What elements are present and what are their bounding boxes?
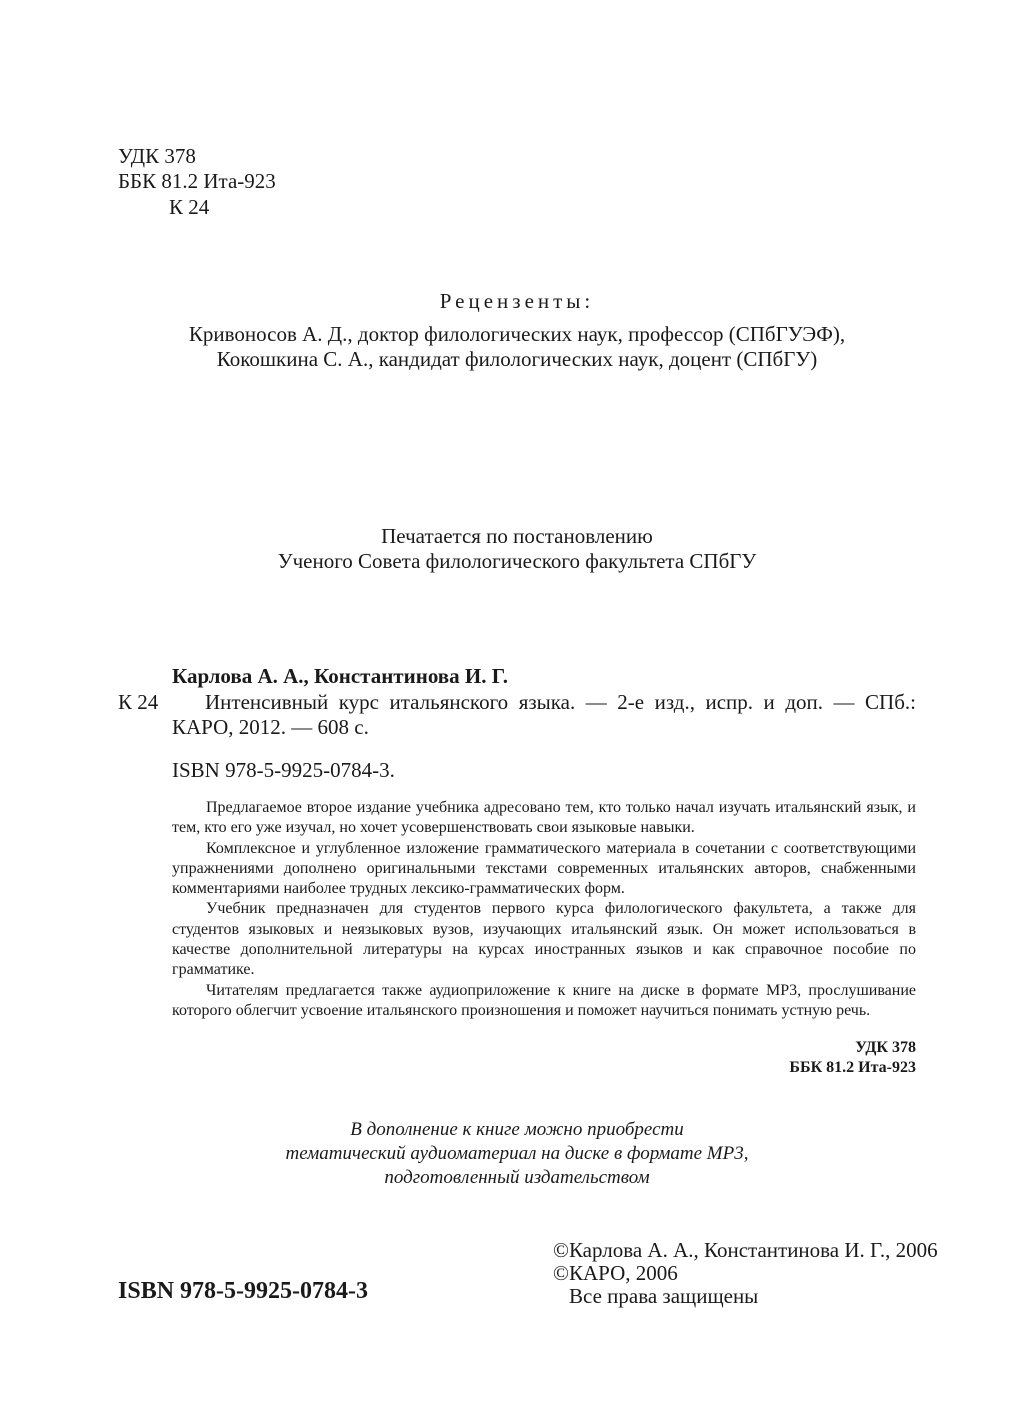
annotation-block	[172, 798, 916, 1021]
reviewer-line: Кокошкина С. А., кандидат филологических наук, доцент (СПбГУ)	[216, 347, 818, 371]
approval-line: Печатается по постановлению	[381, 524, 653, 548]
annotation-paragraph: Комплексное и углубленное изложение грамматического материала в сочетании с соответствующими упражнениями дополнено оригинальными текстами современных итальянских авторов, снабженными комментариями наиболее трудных лексико-грамматических форм.	[172, 839, 916, 898]
annotation-udk: УДК 378	[855, 1039, 916, 1056]
record-title-line: Интенсивный курс итальянского языка. — 2-е изд., испр. и доп. — СПб.:	[205, 690, 916, 714]
record-mark: К 24	[118, 690, 159, 714]
annotation-bbk: ББК 81.2 Ита-923	[789, 1059, 916, 1076]
footer-isbn: ISBN 978-5-9925-0784-3	[118, 1278, 368, 1304]
udk-code: УДК 378	[118, 144, 196, 168]
annotation-paragraph: Учебник предназначен для студентов первого курса филологического факультета, а также для студентов языковых и неязыковых вузов, изучающих итальянский язык. Он может использоваться в качестве дополнительной литературы на курсах иностранных языков и как справочное пособие по грамматике.	[172, 900, 916, 979]
bbk-code: ББК 81.2 Ита-923	[118, 169, 276, 193]
supplement-line: тематический аудиоматериал на диске в формате MP3,	[285, 1143, 749, 1164]
author-mark: К 24	[169, 195, 210, 219]
reviewer-line: Кривоносов А. Д., доктор филологических наук, профессор (СПбГУЭФ),	[188, 322, 846, 346]
record-isbn: ISBN 978-5-9925-0784-3.	[172, 758, 395, 782]
rights-reserved: Все права защищены	[569, 1284, 759, 1308]
annotation-paragraph: Читателям предлагается также аудиоприложение к книге на диске в формате MP3, прослушивание которого облегчит усвоение итальянского произношения и поможет научиться понимать устную речь.	[172, 981, 916, 1019]
record-authors: Карлова А. А., Константинова И. Г.	[172, 664, 508, 688]
approval-line: Ученого Совета филологического факультета СПбГУ	[277, 549, 757, 573]
annotation-paragraph: Предлагаемое второе издание учебника адресовано тем, кто только начал изучать итальянский язык, и тем, кто его уже изучал, но хочет усовершенствовать свои языковые навыки.	[172, 799, 916, 837]
supplement-line: подготовленный издательством	[384, 1167, 650, 1188]
reviewers-heading: Рецензенты:	[439, 289, 595, 313]
record-title-line: КАРО, 2012. — 608 с.	[172, 715, 369, 739]
copyright-publisher: ©КАРО, 2006	[553, 1261, 678, 1285]
copyright-authors: ©Карлова А. А., Константинова И. Г., 2006	[553, 1238, 938, 1262]
supplement-line: В дополнение к книге можно приобрести	[350, 1119, 684, 1140]
